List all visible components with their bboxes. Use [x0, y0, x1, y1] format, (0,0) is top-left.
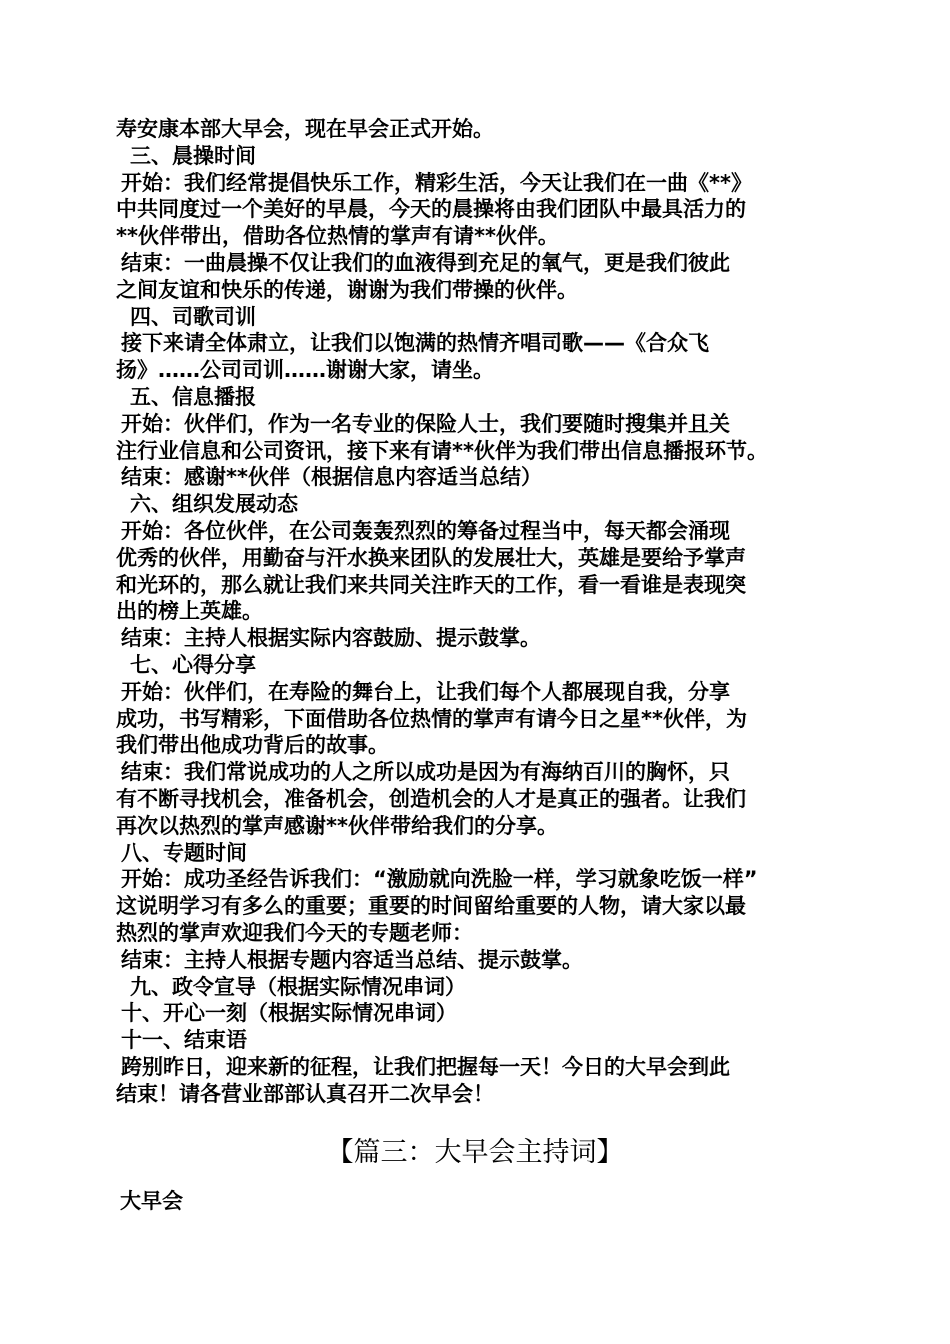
text-line: 跨别昨日，迎来新的征程，让我们把握每一天！今日的大早会到此 [121, 1054, 730, 1079]
text-line: 中共同度过一个美好的早晨，今天的晨操将由我们团队中最具活力的 [116, 197, 746, 222]
heading-info-broadcast: 五、信息播报 [130, 384, 256, 409]
heading-happy-moment: 十、开心一刻（根据实际情况串词） [121, 1001, 457, 1026]
text-line: 开始：伙伴们，作为一名专业的保险人士，我们要随时搜集并且关 [121, 411, 730, 436]
heading-company-song: 四、司歌司训 [130, 304, 256, 329]
text-line: 结束：一曲晨操不仅让我们的血液得到充足的氧气，更是我们彼此 [121, 250, 730, 275]
text-line: 接下来请全体肃立，让我们以饱满的热情齐唱司歌——《合众飞 [121, 331, 709, 356]
text-line: 结束：感谢**伙伴（根据信息内容适当总结） [121, 465, 542, 490]
text-line: 和光环的，那么就让我们来共同关注昨天的工作，看一看谁是表现突 [116, 572, 746, 597]
sub-heading: 大早会 [120, 1189, 183, 1213]
text-line: 我们带出他成功背后的故事。 [116, 733, 389, 758]
text-line: 寿安康本部大早会，现在早会正式开始。 [116, 117, 494, 141]
text-line: **伙伴带出，借助各位热情的掌声有请**伙伴。 [116, 224, 559, 249]
text-line: 开始：各位伙伴，在公司轰轰烈烈的筹备过程当中，每天都会涌现 [121, 518, 730, 543]
text-line: 开始：成功圣经告诉我们：“激励就向洗脸一样，学习就象吃饭一样” [121, 867, 758, 892]
text-line: 有不断寻找机会，准备机会，创造机会的人才是真正的强者。让我们 [116, 786, 746, 811]
text-line: 优秀的伙伴，用勤奋与汗水换来团队的发展壮大，英雄是要给予掌声 [116, 545, 746, 570]
section-title: 【篇三：大早会主持词】 [326, 1137, 624, 1168]
text-line: 之间友谊和快乐的传递，谢谢为我们带操的伙伴。 [116, 277, 578, 302]
text-line: 出的榜上英雄。 [116, 599, 263, 624]
text-line: 开始：伙伴们，在寿险的舞台上，让我们每个人都展现自我，分享 [121, 679, 730, 704]
document-body [114, 116, 844, 1107]
text-line: 再次以热烈的掌声感谢**伙伴带给我们的分享。 [116, 813, 558, 838]
text-line: 结束！请各营业部部认真召开二次早会！ [116, 1081, 494, 1106]
text-line: 成功，书写精彩，下面借助各位热情的掌声有请今日之星**伙伴，为 [116, 706, 747, 731]
text-line: 注行业信息和公司资讯，接下来有请**伙伴为我们带出信息播报环节。 [116, 438, 768, 463]
text-line: 结束：主持人根据实际内容鼓励、提示鼓掌。 [121, 626, 541, 651]
text-line: 开始：我们经常提倡快乐工作，精彩生活，今天让我们在一曲《**》 [121, 170, 752, 195]
heading-closing-words: 十一、结束语 [121, 1028, 247, 1053]
heading-org-development: 六、组织发展动态 [130, 492, 298, 517]
heading-morning-exercise: 三、晨操时间 [130, 143, 256, 168]
heading-policy-guidance: 九、政令宣导（根据实际情况串词） [130, 974, 466, 999]
text-line: 扬》……公司司训……谢谢大家，请坐。 [116, 358, 494, 383]
text-line: 结束：主持人根据专题内容适当总结、提示鼓掌。 [121, 947, 583, 972]
text-line: 这说明学习有多么的重要；重要的时间留给重要的人物，请大家以最 [116, 894, 746, 919]
heading-special-topic: 八、专题时间 [121, 840, 247, 865]
heading-experience-sharing: 七、心得分享 [130, 652, 256, 677]
text-line: 结束：我们常说成功的人之所以成功是因为有海纳百川的胸怀，只 [121, 760, 730, 785]
text-line: 热烈的掌声欢迎我们今天的专题老师： [116, 920, 473, 945]
